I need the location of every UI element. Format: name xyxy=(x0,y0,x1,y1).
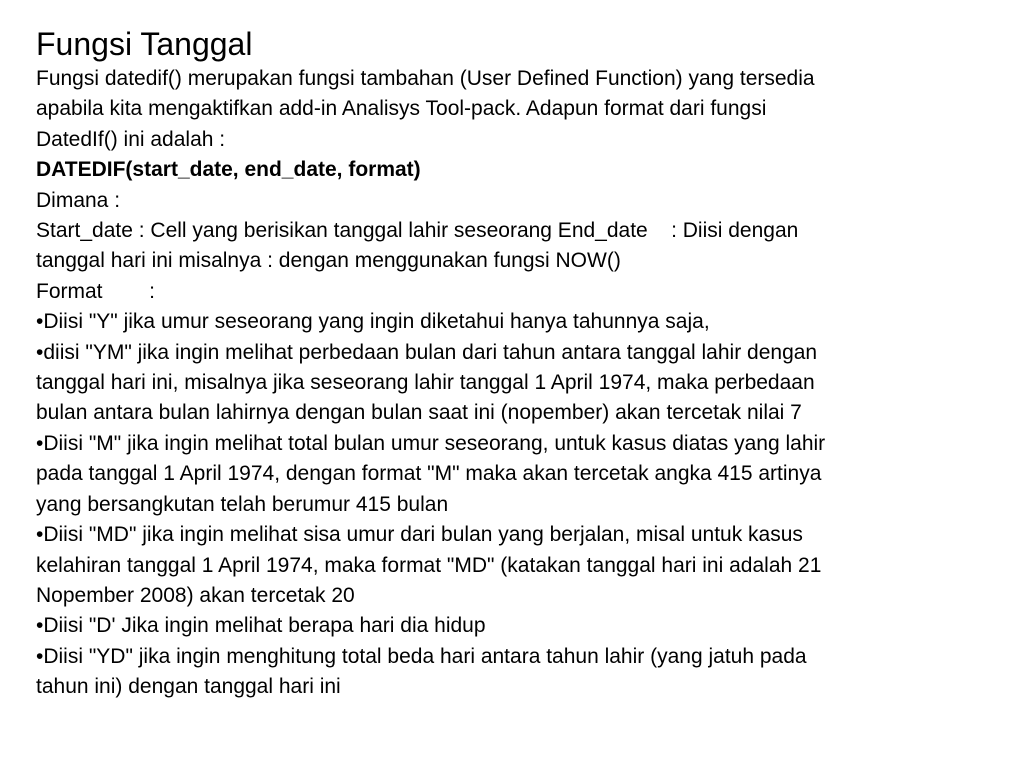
param-line-2: tanggal hari ini misalnya : dengan menggunakan fungsi NOW() xyxy=(36,249,621,273)
slide-title: Fungsi Tanggal xyxy=(36,26,253,62)
where-label: Dimana : xyxy=(36,188,121,212)
bullet-yd-2: tahun ini) dengan tanggal hari ini xyxy=(36,675,341,699)
intro-line-3: DatedIf() ini adalah : xyxy=(36,127,226,151)
param-line-1: Start_date : Cell yang berisikan tanggal lahir seseorang End_date : Diisi dengan xyxy=(36,219,799,243)
intro-line-1: Fungsi datedif() merupakan fungsi tambahan (User Defined Function) yang tersedia xyxy=(36,67,815,90)
bullet-m-3: yang bersangkutan telah berumur 415 bulan xyxy=(36,492,449,516)
bullet-y: •Diisi "Y" jika umur seseorang yang ingin diketahui hanya tahunnya saja, xyxy=(36,310,710,334)
bullet-yd-1: •Diisi "YD" jika ingin menghitung total beda hari antara tahun lahir (yang jatuh pada xyxy=(36,644,807,668)
bullet-ym-3: bulan antara bulan lahirnya dengan bulan saat ini (nopember) akan tercetak nilai 7 xyxy=(36,401,802,425)
bullet-md-1: •Diisi "MD" jika ingin melihat sisa umur dari bulan yang berjalan, misal untuk kasus xyxy=(36,523,803,547)
slide-body xyxy=(36,26,1011,703)
bullet-md-3: Nopember 2008) akan tercetak 20 xyxy=(36,583,355,607)
bullet-ym-2: tanggal hari ini, misalnya jika seseorang lahir tanggal 1 April 1974, maka perbedaan xyxy=(36,371,815,395)
bullet-ym-1: •diisi "YM" jika ingin melihat perbedaan bulan dari tahun antara tanggal lahir dengan xyxy=(36,340,818,364)
bullet-d: •Diisi "D' Jika ingin melihat berapa hari dia hidup xyxy=(36,614,486,638)
bullet-m-2: pada tanggal 1 April 1974, dengan format "M" maka akan tercetak angka 415 artinya xyxy=(36,462,822,486)
bullet-m-1: •Diisi "M" jika ingin melihat total bulan umur seseorang, untuk kasus diatas yang lahir xyxy=(36,431,826,455)
bullet-md-2: kelahiran tanggal 1 April 1974, maka format "MD" (katakan tanggal hari ini adalah 21 xyxy=(36,553,822,577)
datedif-syntax: DATEDIF(start_date, end_date, format) xyxy=(36,158,421,182)
intro-line-2: apabila kita mengaktifkan add-in Analisys Tool-pack. Adapun format dari fungsi xyxy=(36,97,767,121)
format-label: Format : xyxy=(36,279,156,303)
